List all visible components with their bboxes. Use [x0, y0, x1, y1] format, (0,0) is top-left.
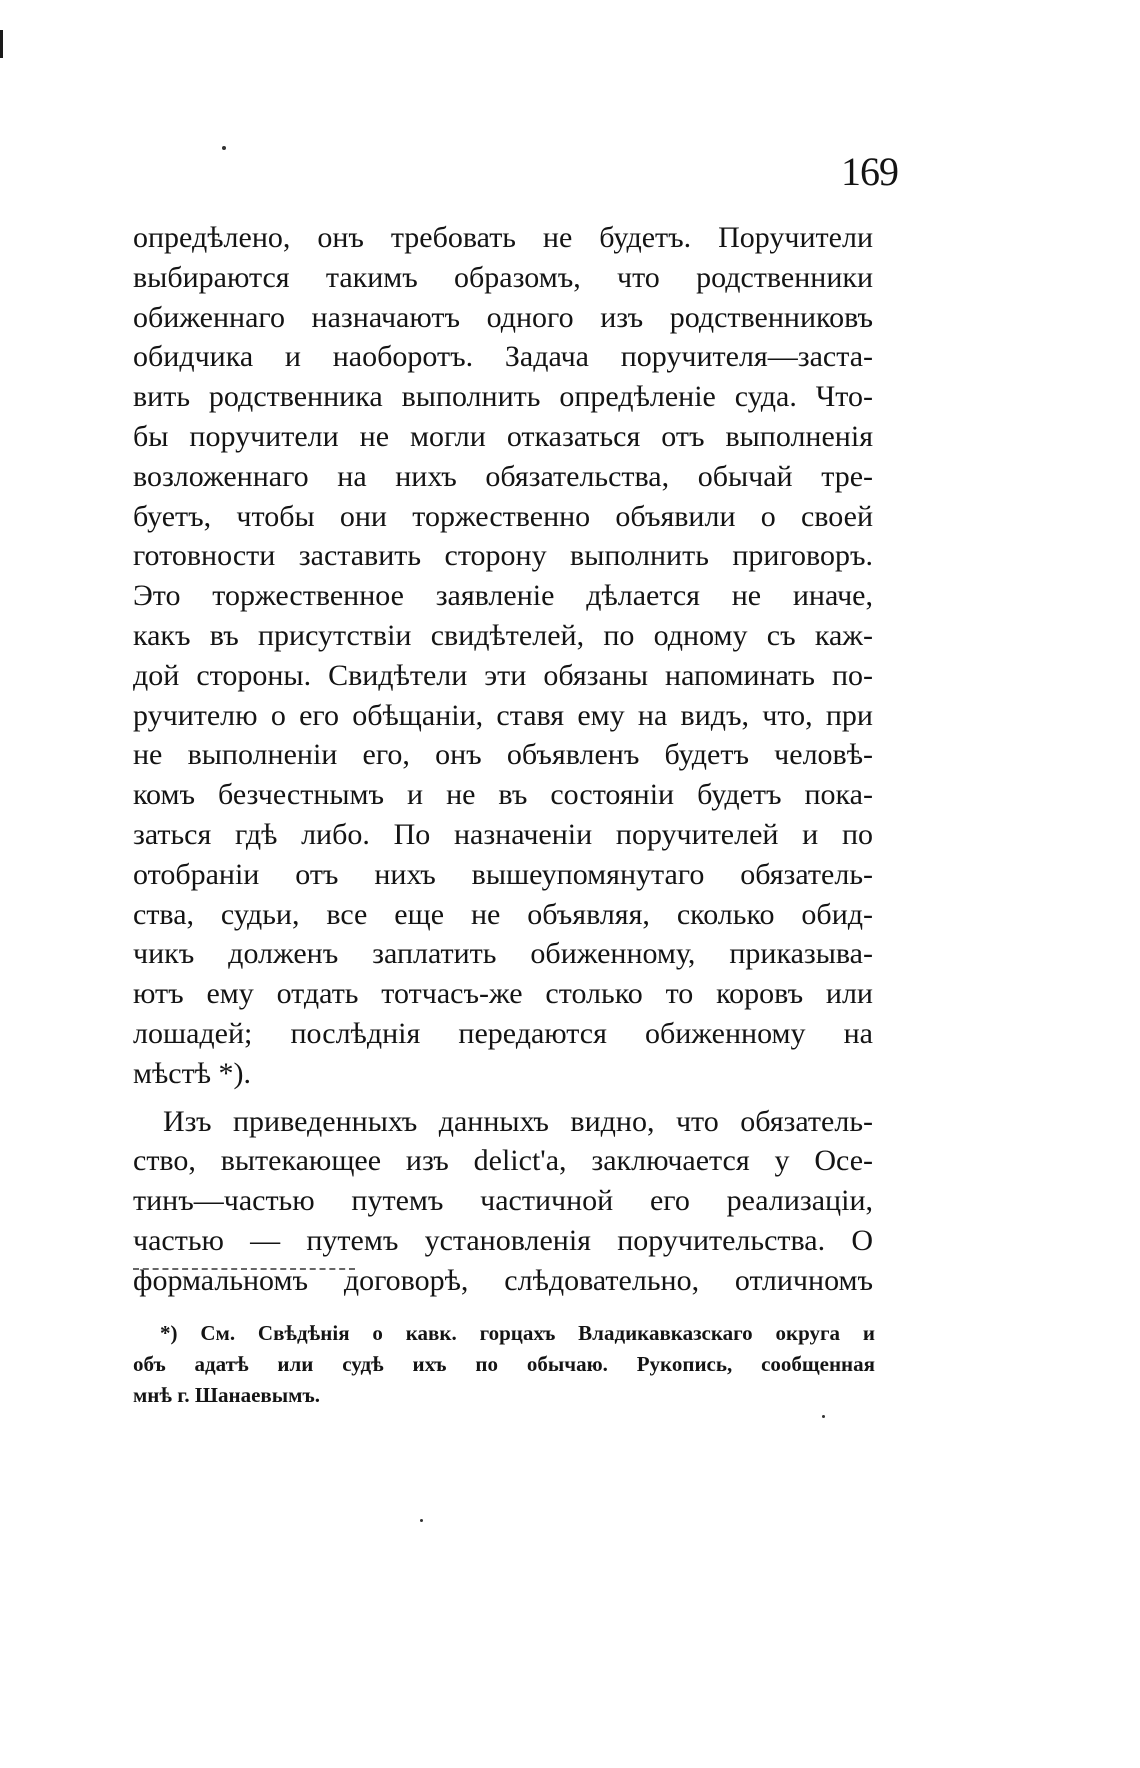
footnote-line: объ адатѣ или судѣ ихъ по обычаю. Рукопись, сообщенная — [133, 1352, 875, 1376]
main-text — [133, 218, 873, 1301]
text-line: готовности заставить сторону выполнить приговоръ. — [133, 539, 873, 573]
footnote-line: мнѣ г. Шанаевымъ. — [133, 1383, 320, 1407]
footnote-line: *) См. Свѣдѣнія о кавк. горцахъ Владикавказскаго округа и — [160, 1321, 875, 1345]
text-line: ства, судьи, все еще не объявляя, сколько обид- — [133, 897, 873, 931]
text-line: формальномъ договорѣ, слѣдовательно, отличномъ — [133, 1263, 873, 1297]
text-line: буетъ, чтобы они торжественно объявили о своей — [133, 499, 873, 533]
text-line: отобраніи отъ нихъ вышеупомянутаго обязатель- — [133, 857, 873, 891]
text-line: заться гдѣ либо. По назначеніи поручителей и по — [133, 817, 873, 851]
text-line: какъ въ присутствіи свидѣтелей, по одному съ каж- — [133, 618, 873, 652]
text-line: обидчика и наоборотъ. Задача поручителя—заста- — [133, 340, 873, 374]
text-line: вить родственника выполнить опредѣленіе суда. Что- — [133, 380, 873, 414]
scan-speck — [420, 1519, 423, 1522]
text-line: бы поручители не могли отказаться отъ выполненія — [133, 419, 873, 453]
paragraph-start-line: Изъ приведенныхъ данныхъ видно, что обязатель- — [163, 1104, 873, 1138]
text-line: ручителю о его обѣщаніи, ставя ему на видъ, что, при — [133, 698, 873, 732]
text-line: мѣстѣ *). — [133, 1056, 251, 1090]
footnote — [133, 1318, 875, 1411]
text-line: опредѣлено, онъ требовать не будетъ. Поручители — [133, 221, 873, 254]
text-line: ство, вытекающее изъ delict'a, заключается у Осе- — [133, 1144, 873, 1178]
text-line: Это торжественное заявленіе дѣлается не иначе, — [133, 579, 873, 613]
text-line: ютъ ему отдать тотчасъ-же столько то коровъ или — [133, 977, 873, 1011]
text-line: дой стороны. Свидѣтели эти обязаны напоминать по- — [133, 658, 873, 692]
text-line: обиженнаго назначаютъ одного изъ родственниковъ — [133, 300, 873, 334]
text-line: тинъ—частью путемъ частичной его реализаціи, — [133, 1184, 873, 1218]
text-line: не выполненіи его, онъ объявленъ будетъ человѣ- — [133, 738, 873, 772]
page-number: 169 — [841, 149, 898, 194]
scan-edge-mark — [0, 30, 3, 58]
text-line: выбираются такимъ образомъ, что родственники — [133, 260, 873, 294]
text-line: возложеннаго на нихъ обязательства, обычай тре- — [133, 459, 873, 493]
scan-speck — [822, 1415, 825, 1418]
text-line: частью — путемъ установленія поручительства. О — [133, 1223, 873, 1257]
text-line: чикъ долженъ заплатить обиженному, приказыва- — [133, 937, 873, 971]
text-line: лошадей; послѣднія передаются обиженному на — [133, 1016, 873, 1050]
footnote-divider — [133, 1268, 355, 1270]
scan-speck — [222, 146, 226, 150]
text-line: комъ безчестнымъ и не въ состояніи будетъ пока- — [133, 778, 873, 812]
